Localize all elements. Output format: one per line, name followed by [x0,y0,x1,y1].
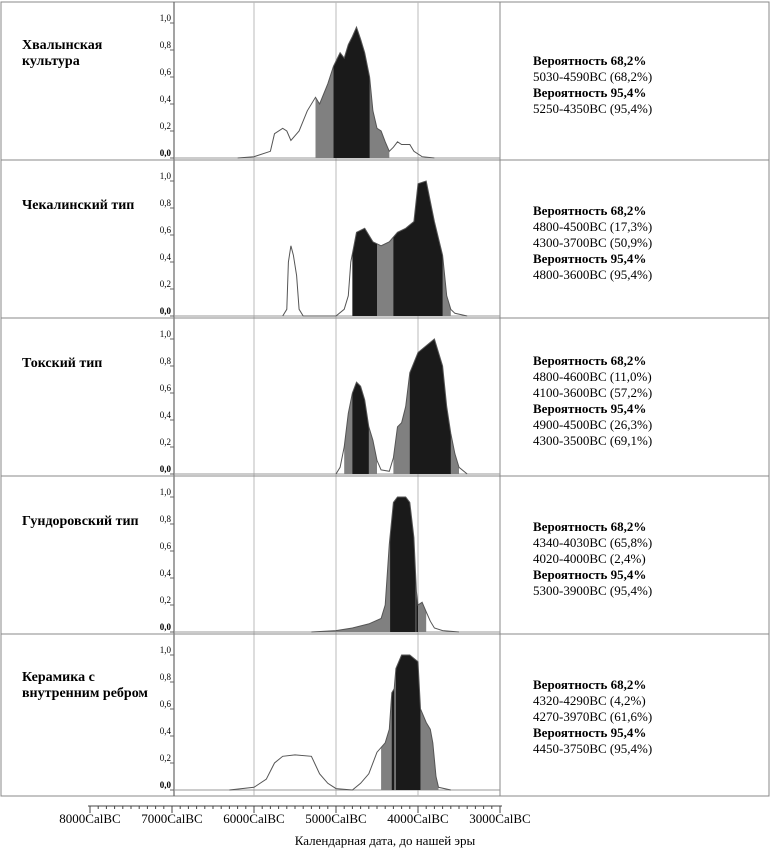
fill-68-range [283,181,468,316]
probability-header: Вероятность 68,2% [533,353,647,368]
y-tick-label: 1,0 [159,13,171,23]
panel-5 [1,634,769,790]
x-tick-label: 5000CalBC [305,811,367,826]
y-tick-label: 0,2 [159,595,171,605]
panel-title [22,356,102,372]
y-tick-label: 0,6 [159,225,171,235]
y-tick-label: 1,0 [159,487,171,497]
y-tick-label: 0,0 [159,306,171,316]
probability-block [533,53,652,117]
x-axis-label: Календарная дата, до нашей эры [294,833,476,848]
panel-title [22,198,134,214]
panel-title [22,38,102,70]
panel-title [22,670,148,702]
x-tick-label: 8000CalBC [59,811,121,826]
y-tick-label: 0,8 [159,672,171,682]
probability-range: 4320-4290BC (4,2%) [533,693,646,708]
probability-range: 4270-3970BC (61,6%) [533,709,653,724]
y-tick-label: 0,0 [159,780,171,790]
y-tick-label: 0,0 [159,148,171,158]
y-tick-label: 0,6 [159,383,171,393]
x-tick-label: 6000CalBC [223,811,285,826]
panel-title-line: культура [22,54,80,69]
probability-range: 4100-3600BC (57,2%) [533,385,653,400]
probability-header: Вероятность 95,4% [533,85,647,100]
probability-range: 5030-4590BC (68,2%) [533,69,653,84]
x-tick-label: 3000CalBC [469,811,531,826]
probability-header: Вероятность 95,4% [533,567,647,582]
y-tick-label: 0,4 [159,252,171,262]
panel-3 [1,318,769,474]
y-tick-label: 0,2 [159,279,171,289]
fill-68-range [229,655,450,790]
panel-title-line: внутренним ребром [22,686,148,701]
y-tick-label: 0,4 [159,726,171,736]
panel-2 [1,160,769,316]
panel-4 [1,476,769,632]
probability-range: 4450-3750BC (95,4%) [533,741,653,756]
probability-range: 4340-4030BC (65,8%) [533,535,653,550]
panel-title [22,514,139,530]
y-tick-label: 0,6 [159,699,171,709]
y-tick-label: 0,0 [159,622,171,632]
panel-title-line: Токский тип [22,356,103,371]
probability-block [533,677,652,757]
y-tick-label: 0,8 [159,198,171,208]
probability-range: 4800-4500BC (17,3%) [533,219,653,234]
y-tick-label: 0,2 [159,121,171,131]
panel-title-line: Керамика с [22,670,95,685]
x-axis [59,806,530,826]
probability-range: 5250-4350BC (95,4%) [533,101,653,116]
y-tick-label: 1,0 [159,171,171,181]
panel-title-line: Чекалинский тип [22,198,135,213]
probability-range: 5300-3900BC (95,4%) [533,583,653,598]
y-tick-label: 0,2 [159,753,171,763]
probability-block [533,353,652,449]
fill-95-range [311,497,459,632]
probability-block [533,203,652,283]
probability-range: 4800-4600BC (11,0%) [533,369,652,384]
probability-header: Вероятность 95,4% [533,725,647,740]
y-tick-label: 0,8 [159,40,171,50]
y-tick-label: 0,0 [159,464,171,474]
y-tick-label: 0,8 [159,514,171,524]
probability-header: Вероятность 95,4% [533,401,647,416]
y-tick-label: 0,2 [159,437,171,447]
y-tick-label: 0,8 [159,356,171,366]
panel-title-line: Хвалынская [22,38,103,53]
y-tick-label: 0,6 [159,541,171,551]
probability-header: Вероятность 68,2% [533,519,647,534]
probability-header: Вероятность 68,2% [533,53,647,68]
y-tick-label: 0,4 [159,410,171,420]
y-tick-label: 0,4 [159,94,171,104]
y-tick-label: 1,0 [159,329,171,339]
x-tick-label: 4000CalBC [387,811,449,826]
probability-range: 4300-3500BC (69,1%) [533,433,653,448]
probability-range: 4300-3700BC (50,9%) [533,235,653,250]
probability-header: Вероятность 95,4% [533,251,647,266]
probability-header: Вероятность 68,2% [533,203,647,218]
y-tick-label: 1,0 [159,645,171,655]
x-tick-label: 7000CalBC [141,811,203,826]
panel-1 [160,13,500,158]
probability-range: 4800-3600BC (95,4%) [533,267,653,282]
probability-range: 4900-4500BC (26,3%) [533,417,653,432]
probability-header: Вероятность 68,2% [533,677,647,692]
probability-block [533,519,652,599]
y-tick-label: 0,6 [159,67,171,77]
probability-range: 4020-4000BC (2,4%) [533,551,646,566]
y-tick-label: 0,4 [159,568,171,578]
panel-title-line: Гундоровский тип [22,514,139,529]
